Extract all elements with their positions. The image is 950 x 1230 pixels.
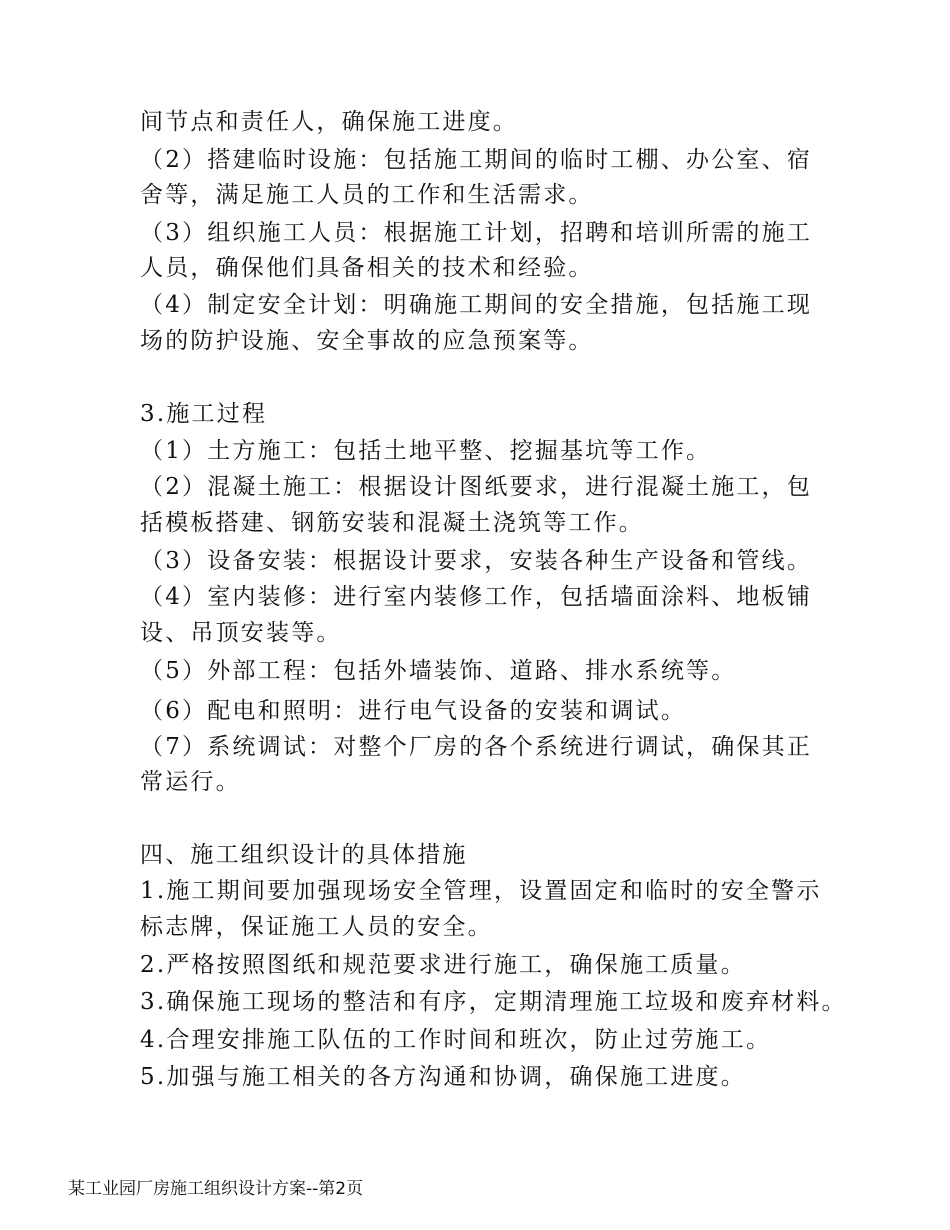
text-line: （3）组织施工人员：根据施工计划，招聘和培训所需的施工 [140,220,813,246]
text-line: 间节点和责任人，确保施工进度。 [140,109,518,135]
text-line: 舍等，满足施工人员的工作和生活需求。 [140,182,594,208]
text-line: 标志牌，保证施工人员的安全。 [140,914,493,940]
text-line: 5.加强与施工相关的各方沟通和协调，确保施工进度。 [140,1064,746,1090]
text-line: 人员，确保他们具备相关的技术和经验。 [140,255,594,281]
text-line: （5）外部工程：包括外墙装饰、道路、排水系统等。 [140,658,737,684]
text-line: 设、吊顶安装等。 [140,620,342,646]
text-line: 2.严格按照图纸和规范要求进行施工，确保施工质量。 [140,952,746,978]
text-line: 场的防护设施、安全事故的应急预案等。 [140,328,594,354]
text-line: （2）混凝土施工：根据设计图纸要求，进行混凝土施工，包 [140,474,813,500]
text-line: （4）制定安全计划：明确施工期间的安全措施，包括施工现 [140,292,813,318]
text-line: 3.确保施工现场的整洁和有序，定期清理施工垃圾和废弃材料。 [140,989,847,1015]
section-heading: 3.施工过程 [140,401,268,427]
text-line: 1.施工期间要加强现场安全管理，设置固定和临时的安全警示 [140,878,822,904]
text-line: 常运行。 [140,769,241,795]
text-line: （4）室内装修：进行室内装修工作，包括墙面涂料、地板铺 [140,584,813,610]
text-line: （2）搭建临时设施：包括施工期间的临时工棚、办公室、宿 [140,147,813,173]
text-line: （6）配电和照明：进行电气设备的安装和调试。 [140,698,687,724]
text-line: （1）土方施工：包括土地平整、挖掘基坑等工作。 [140,438,712,464]
page-footer: 某工业园厂房施工组织设计方案--第2页 [68,1179,364,1199]
text-line: （3）设备安装：根据设计要求，安装各种生产设备和管线。 [140,548,813,574]
text-line: （7）系统调试：对整个厂房的各个系统进行调试，确保其正 [140,734,813,760]
text-line: 括模板搭建、钢筋安装和混凝土浇筑等工作。 [140,510,644,536]
section-heading: 四、施工组织设计的具体措施 [140,842,468,868]
text-line: 4.合理安排施工队伍的工作时间和班次，防止过劳施工。 [140,1027,772,1053]
